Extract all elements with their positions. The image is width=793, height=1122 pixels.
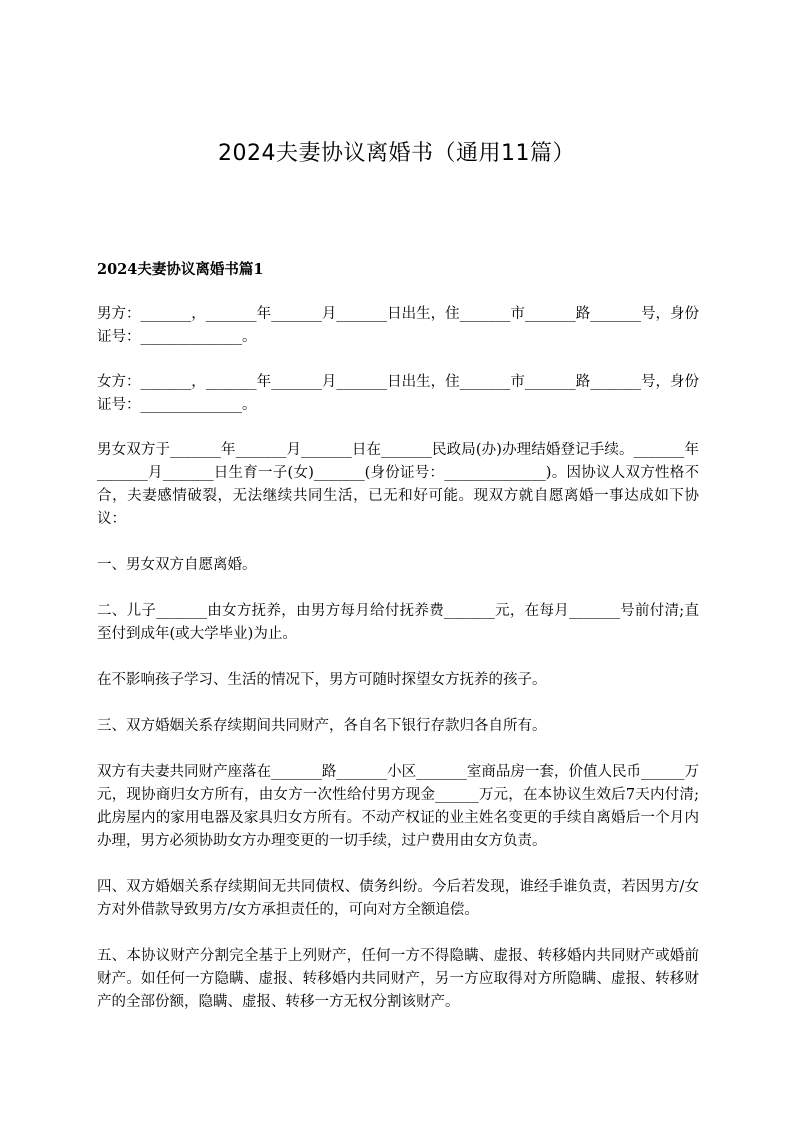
paragraph-clause-1: 一、男女双方自愿离婚。 (97, 557, 257, 573)
section-heading: 2024夫妻协议离婚书篇1 (97, 261, 264, 278)
paragraph-clause-4: 四、双方婚姻关系存续期间无共同债权、债务纠纷。今后若发现，谁经手谁负责，若因男方/女方对外借款导致男方/女方承担责任的，可向对方全额追偿。 (97, 879, 699, 918)
paragraph-visitation: 在不影响孩子学习、生活的情况下，男方可随时探望女方抚养的孩子。 (97, 672, 547, 688)
paragraph-female-party: 女方：_______，_______年_______月_______日出生，住_______市_______路_______号，身份证号：______________。 (97, 374, 699, 413)
paragraph-marriage-info: 男女双方于_______年_______月_______日在_______民政局(办)办理结婚登记手续。_______年_______月_______日生育一子(女)_______(身份证号：______________)。因协议人双方性格不合，夫妻感情破裂，无法继续共同生活，已无和好可能。现双方就自愿离婚一事达成如下协议： (97, 442, 699, 527)
document-body (97, 303, 699, 1037)
paragraph-clause-5: 五、本协议财产分割完全基于上列财产，任何一方不得隐瞒、虚报、转移婚内共同财产或婚前财产。如任何一方隐瞒、虚报、转移婚内共同财产，另一方应取得对方所隐瞒、虚报、转移财产的全部份额，隐瞒、虚报、转移一方无权分割该财产。 (97, 948, 699, 1010)
paragraph-property: 双方有夫妻共同财产座落在_______路_______小区_______室商品房一套，价值人民币______万元，现协商归女方所有，由女方一次性给付男方现金______万元，在本协议生效后7天内付清;此房屋内的家用电器及家具归女方所有。不动产权证的业主姓名变更的手续自离婚后一个月内办理，男方必须协助女方办理变更的一切手续，过户费用由女方负责。 (97, 764, 699, 849)
paragraph-male-party: 男方：_______，_______年_______月_______日出生，住_______市_______路_______号，身份证号：______________。 (97, 306, 699, 345)
document-title: 2024夫妻协议离婚书（通用11篇） (218, 141, 575, 166)
paragraph-clause-3: 三、双方婚姻关系存续期间共同财产，各自名下银行存款归各自所有。 (97, 718, 547, 734)
paragraph-clause-2: 二、儿子_______由女方抚养，由男方每月给付抚养费_______元，在每月_______号前付清;直至付到成年(或大学毕业)为止。 (97, 603, 699, 642)
